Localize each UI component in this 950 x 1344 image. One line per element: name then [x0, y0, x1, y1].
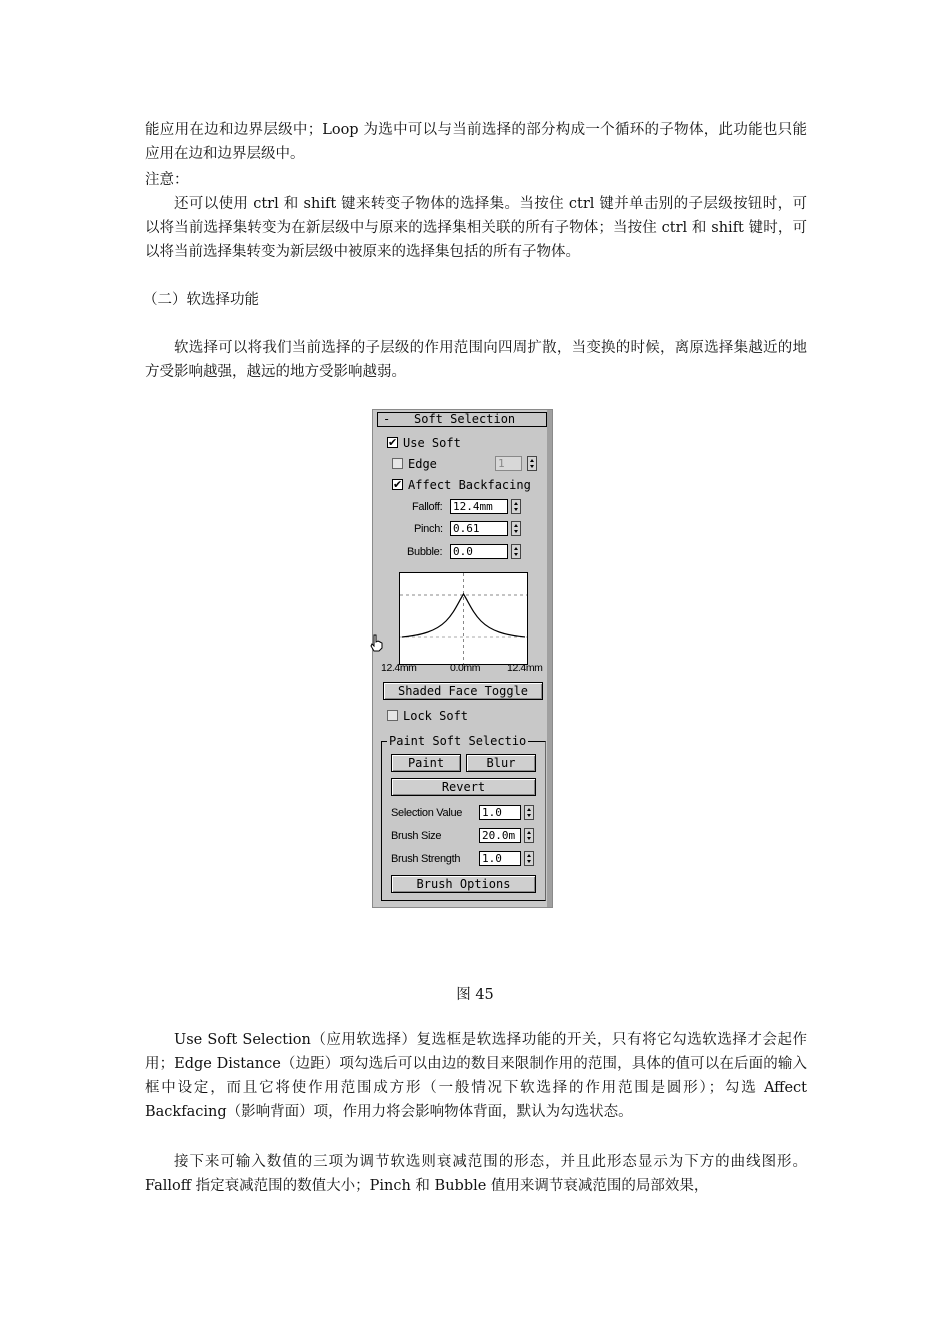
pinch-spinner[interactable] [511, 521, 521, 536]
brush-size-field[interactable]: 20.0m [479, 828, 521, 843]
paragraph-soft-intro: 软选择可以将我们当前选择的子层级的作用范围向四周扩散，当变换的时候，离原选择集越近的地方受影响越强，越远的地方受影响越弱。 [145, 340, 807, 380]
lock-soft-label: Lock Soft [403, 709, 469, 723]
revert-button[interactable]: Revert [391, 778, 536, 796]
paint-group-title: Paint Soft Selectio [389, 734, 527, 748]
paragraph-loop: 能应用在边和边界层级中；Loop 为选中可以与当前选择的部分构成一个循环的子物体，此功能也只能应用在边和边界层级中。 [145, 122, 807, 162]
edge-spinner[interactable] [527, 456, 537, 471]
panel-scrollbar[interactable] [547, 410, 552, 907]
figure-caption: 图 45 [456, 987, 494, 1003]
falloff-label: Falloff: [412, 501, 443, 513]
shaded-face-toggle-button[interactable]: Shaded Face Toggle [383, 682, 543, 700]
affect-backfacing-row[interactable] [392, 477, 531, 493]
collapse-icon: - [383, 412, 391, 426]
lock-soft-checkbox[interactable] [387, 710, 398, 721]
soft-selection-panel [372, 409, 553, 908]
lock-soft-row[interactable] [387, 708, 468, 724]
use-soft-row[interactable] [387, 435, 461, 451]
affect-backfacing-label: Affect Backfacing [408, 478, 531, 492]
selection-value-spinner[interactable] [524, 805, 534, 820]
falloff-curve-graph [399, 572, 528, 665]
curve-axis-left: 12.4mm [381, 662, 417, 674]
pinch-label: Pinch: [414, 523, 443, 535]
use-soft-label: Use Soft [403, 436, 461, 450]
blur-button[interactable]: Blur [466, 754, 536, 772]
affect-backfacing-checkbox[interactable]: ✔ [393, 478, 403, 491]
falloff-curve [400, 573, 527, 664]
edge-label: Edge [408, 457, 437, 471]
selection-value-label: Selection Value [391, 807, 463, 819]
curve-axis-right: 12.4mm [507, 662, 543, 674]
hand-cursor-icon [370, 634, 384, 652]
curve-axis-center: 0.0mm [450, 662, 481, 674]
paragraph-note: 还可以使用 ctrl 和 shift 键来转变子物体的选择集。当按住 ctrl 键并单击别的子层级按钮时，可以将当前选择集转变为在新层级中与原来的选择集相关联的所有子物体；当按住 ctrl 和 shift 键时，可以将当前选择集转变为新层级中被原来的选择集包括的所有子物体。 [145, 196, 807, 260]
bubble-field[interactable]: 0.0 [450, 544, 508, 559]
brush-strength-label: Brush Strength [391, 853, 461, 865]
rollout-title: Soft Selection [414, 412, 516, 426]
falloff-spinner[interactable] [511, 499, 521, 514]
falloff-field[interactable]: 12.4mm [450, 499, 508, 514]
bubble-label: Bubble: [407, 546, 443, 558]
paragraph-falloff: 接下来可输入数值的三项为调节软选则衰减范围的形态，并且此形态显示为下方的曲线图形。Falloff 指定衰减范围的数值大小；Pinch 和 Bubble 值用来调节衰减范围的局部效果， [145, 1154, 807, 1194]
rollout-header[interactable] [377, 412, 547, 427]
brush-options-button[interactable]: Brush Options [391, 875, 536, 893]
edge-checkbox[interactable] [392, 458, 403, 469]
brush-size-label: Brush Size [391, 830, 442, 842]
edge-row[interactable] [392, 456, 437, 472]
section-heading: （二）软选择功能 [143, 292, 259, 308]
bubble-spinner[interactable] [511, 544, 521, 559]
edge-distance-field[interactable]: 1 [495, 456, 522, 471]
use-soft-checkbox[interactable]: ✔ [388, 436, 398, 449]
brush-size-spinner[interactable] [524, 828, 534, 843]
brush-strength-spinner[interactable] [524, 851, 534, 866]
pinch-field[interactable]: 0.61 [450, 521, 508, 536]
selection-value-field[interactable]: 1.0 [479, 805, 521, 820]
paint-button[interactable]: Paint [391, 754, 461, 772]
paragraph-use-soft: Use Soft Selection（应用软选择）复选框是软选择功能的开关，只有将它勾选软选择才会起作用；Edge Distance（边距）项勾选后可以由边的数目来限制作用的范围，具体的值可以在后面的输入框中设定，而且它将使作用范围成方形（一般情况下软选择的作用范围是圆形）；勾选 Affect Backfacing（影响背面）项，作用力将会影响物体背面，默认为勾选状态。 [145, 1032, 807, 1120]
note-label: 注意： [145, 172, 189, 188]
brush-strength-field[interactable]: 1.0 [479, 851, 521, 866]
